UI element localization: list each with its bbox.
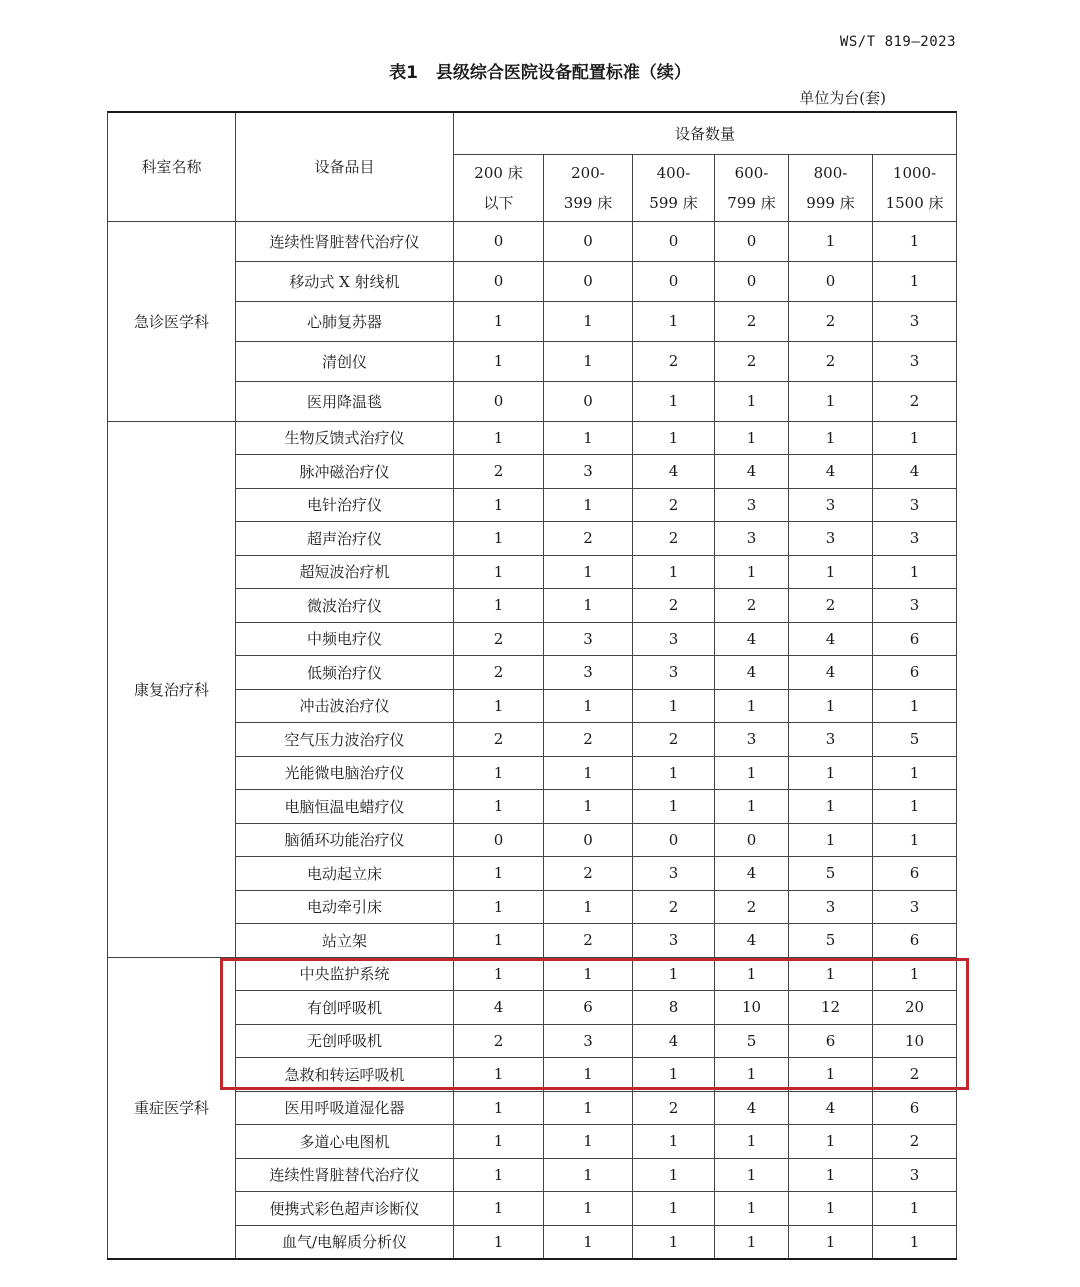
quantity-cell: 2: [715, 301, 789, 341]
quantity-cell: 0: [715, 823, 789, 857]
quantity-cell: 0: [454, 261, 544, 301]
quantity-cell: 3: [789, 890, 873, 924]
table-row: [108, 1225, 957, 1259]
quantity-cell: 4: [789, 622, 873, 656]
quantity-cell: 1: [454, 790, 544, 824]
quantity-cell: 1: [715, 1158, 789, 1192]
quantity-cell: 1: [715, 1058, 789, 1092]
quantity-cell: 6: [873, 622, 957, 656]
item-name-cell: 连续性肾脏替代治疗仪: [236, 1158, 454, 1192]
quantity-cell: 0: [454, 381, 544, 421]
item-name-cell: 光能微电脑治疗仪: [236, 756, 454, 790]
quantity-cell: 1: [715, 381, 789, 421]
quantity-cell: 4: [633, 455, 715, 489]
quantity-cell: 1: [454, 341, 544, 381]
item-name-cell: 超声治疗仪: [236, 522, 454, 556]
quantity-cell: 1: [544, 555, 633, 589]
quantity-cell: 1: [715, 957, 789, 991]
quantity-cell: 1: [454, 1225, 544, 1259]
quantity-cell: 2: [873, 1125, 957, 1159]
quantity-cell: 6: [873, 924, 957, 958]
quantity-cell: 1: [789, 790, 873, 824]
quantity-cell: 3: [544, 656, 633, 690]
quantity-cell: 2: [789, 341, 873, 381]
quantity-cell: 3: [873, 341, 957, 381]
quantity-cell: 0: [633, 823, 715, 857]
quantity-cell: 1: [454, 522, 544, 556]
table-row: [108, 890, 957, 924]
quantity-cell: 1: [454, 301, 544, 341]
quantity-cell: 1: [454, 1158, 544, 1192]
quantity-cell: 20: [873, 991, 957, 1025]
table-row: [108, 421, 957, 455]
unit-note: 单位为台(套): [799, 89, 886, 107]
quantity-cell: 3: [873, 890, 957, 924]
quantity-cell: 1: [633, 555, 715, 589]
quantity-cell: 4: [873, 455, 957, 489]
quantity-cell: 10: [873, 1024, 957, 1058]
quantity-cell: 5: [715, 1024, 789, 1058]
quantity-cell: 1: [789, 689, 873, 723]
quantity-cell: 0: [544, 381, 633, 421]
quantity-cell: 3: [633, 924, 715, 958]
quantity-cell: 1: [789, 756, 873, 790]
quantity-cell: 4: [789, 1091, 873, 1125]
item-name-cell: 微波治疗仪: [236, 589, 454, 623]
quantity-cell: 1: [633, 957, 715, 991]
item-name-cell: 多道心电图机: [236, 1125, 454, 1159]
quantity-cell: 1: [789, 1058, 873, 1092]
quantity-cell: 1: [715, 689, 789, 723]
table-row: [108, 1158, 957, 1192]
table-row: [108, 1091, 957, 1125]
table-body: [108, 221, 957, 1259]
quantity-cell: 6: [544, 991, 633, 1025]
quantity-cell: 1: [633, 689, 715, 723]
table-row: [108, 790, 957, 824]
table-row: [108, 301, 957, 341]
quantity-cell: 1: [633, 1225, 715, 1259]
quantity-cell: 2: [544, 924, 633, 958]
quantity-cell: 4: [715, 455, 789, 489]
item-name-cell: 中频电疗仪: [236, 622, 454, 656]
quantity-cell: 1: [633, 1158, 715, 1192]
item-name-cell: 急救和转运呼吸机: [236, 1058, 454, 1092]
item-name-cell: 电动起立床: [236, 857, 454, 891]
quantity-cell: 1: [544, 1058, 633, 1092]
quantity-cell: 2: [633, 488, 715, 522]
quantity-cell: 3: [873, 488, 957, 522]
item-name-cell: 心肺复苏器: [236, 301, 454, 341]
quantity-cell: 1: [544, 341, 633, 381]
quantity-cell: 5: [789, 857, 873, 891]
quantity-cell: 2: [454, 723, 544, 757]
table-row: [108, 1024, 957, 1058]
quantity-cell: 3: [789, 522, 873, 556]
quantity-cell: 1: [789, 421, 873, 455]
quantity-cell: 1: [633, 381, 715, 421]
table-row: [108, 555, 957, 589]
quantity-cell: 1: [544, 1192, 633, 1226]
quantity-cell: 1: [633, 421, 715, 455]
quantity-cell: 1: [544, 957, 633, 991]
quantity-cell: 3: [873, 301, 957, 341]
quantity-cell: 1: [633, 1192, 715, 1226]
quantity-cell: 3: [633, 656, 715, 690]
dept-name-cell: 重症医学科: [108, 957, 236, 1259]
quantity-cell: 0: [454, 221, 544, 261]
quantity-cell: 0: [454, 823, 544, 857]
quantity-cell: 1: [873, 261, 957, 301]
bed-range-header: 200 床 以下: [454, 154, 544, 221]
table-row: [108, 957, 957, 991]
quantity-cell: 0: [715, 261, 789, 301]
quantity-cell: 0: [633, 261, 715, 301]
item-name-cell: 医用呼吸道湿化器: [236, 1091, 454, 1125]
item-name-cell: 生物反馈式治疗仪: [236, 421, 454, 455]
item-name-cell: 移动式 X 射线机: [236, 261, 454, 301]
bed-range-header: 800- 999 床: [789, 154, 873, 221]
header-row-1: [108, 112, 957, 154]
quantity-cell: 1: [633, 301, 715, 341]
table-row: [108, 991, 957, 1025]
quantity-cell: 4: [633, 1024, 715, 1058]
quantity-cell: 2: [715, 890, 789, 924]
quantity-cell: 4: [715, 857, 789, 891]
table-row: [108, 455, 957, 489]
quantity-cell: 2: [454, 622, 544, 656]
item-name-cell: 医用降温毯: [236, 381, 454, 421]
quantity-cell: 1: [715, 1225, 789, 1259]
table-row: [108, 857, 957, 891]
quantity-cell: 4: [715, 1091, 789, 1125]
quantity-cell: 1: [873, 756, 957, 790]
item-name-cell: 低频治疗仪: [236, 656, 454, 690]
quantity-cell: 2: [873, 1058, 957, 1092]
equipment-table: [107, 111, 957, 1260]
item-name-cell: 空气压力波治疗仪: [236, 723, 454, 757]
table-row: [108, 1192, 957, 1226]
dept-column-header: 科室名称: [108, 112, 236, 221]
quantity-cell: 1: [789, 1192, 873, 1226]
quantity-cell: 2: [454, 455, 544, 489]
table-title: 县级综合医院设备配置标准（续）: [435, 63, 691, 83]
quantity-cell: 4: [715, 924, 789, 958]
quantity-group-header: 设备数量: [454, 112, 957, 154]
quantity-cell: 2: [544, 723, 633, 757]
table-row: [108, 756, 957, 790]
quantity-cell: 4: [715, 622, 789, 656]
quantity-cell: 3: [789, 488, 873, 522]
quantity-cell: 0: [544, 261, 633, 301]
quantity-cell: 1: [715, 421, 789, 455]
table-row: [108, 823, 957, 857]
quantity-cell: 1: [454, 756, 544, 790]
item-name-cell: 连续性肾脏替代治疗仪: [236, 221, 454, 261]
quantity-cell: 1: [633, 756, 715, 790]
quantity-cell: 5: [789, 924, 873, 958]
quantity-cell: 1: [454, 957, 544, 991]
quantity-cell: 3: [873, 589, 957, 623]
item-name-cell: 有创呼吸机: [236, 991, 454, 1025]
quantity-cell: 0: [633, 221, 715, 261]
quantity-cell: 2: [633, 589, 715, 623]
quantity-cell: 5: [873, 723, 957, 757]
quantity-cell: 1: [633, 1125, 715, 1159]
table-row: [108, 488, 957, 522]
quantity-cell: 1: [789, 1225, 873, 1259]
quantity-cell: 1: [715, 790, 789, 824]
quantity-cell: 1: [544, 1225, 633, 1259]
quantity-cell: 3: [544, 1024, 633, 1058]
quantity-cell: 3: [544, 455, 633, 489]
quantity-cell: 1: [789, 1158, 873, 1192]
quantity-cell: 1: [873, 1225, 957, 1259]
quantity-cell: 1: [873, 555, 957, 589]
quantity-cell: 3: [715, 723, 789, 757]
quantity-cell: 1: [715, 1125, 789, 1159]
quantity-cell: 1: [544, 1158, 633, 1192]
item-name-cell: 电针治疗仪: [236, 488, 454, 522]
quantity-cell: 2: [544, 522, 633, 556]
table-row: [108, 589, 957, 623]
table-row: [108, 1125, 957, 1159]
quantity-cell: 1: [544, 1125, 633, 1159]
quantity-cell: 1: [789, 381, 873, 421]
item-column-header: 设备品目: [236, 112, 454, 221]
quantity-cell: 2: [873, 381, 957, 421]
dept-name-cell: 急诊医学科: [108, 221, 236, 421]
quantity-cell: 1: [454, 1058, 544, 1092]
quantity-cell: 2: [789, 589, 873, 623]
quantity-cell: 1: [873, 957, 957, 991]
quantity-cell: 1: [454, 689, 544, 723]
item-name-cell: 冲击波治疗仪: [236, 689, 454, 723]
bed-range-header: 200- 399 床: [544, 154, 633, 221]
table-row: [108, 723, 957, 757]
quantity-cell: 4: [789, 656, 873, 690]
quantity-cell: 1: [544, 589, 633, 623]
quantity-cell: 0: [715, 221, 789, 261]
quantity-cell: 2: [715, 589, 789, 623]
standard-code: WS/T 819—2023: [839, 34, 956, 50]
quantity-cell: 3: [633, 622, 715, 656]
quantity-cell: 3: [873, 1158, 957, 1192]
quantity-cell: 1: [873, 689, 957, 723]
quantity-cell: 6: [873, 1091, 957, 1125]
table-caption: [0, 58, 1080, 83]
quantity-cell: 3: [715, 488, 789, 522]
quantity-cell: 1: [544, 689, 633, 723]
table-row: [108, 656, 957, 690]
quantity-cell: 1: [633, 1058, 715, 1092]
quantity-cell: 3: [544, 622, 633, 656]
quantity-cell: 1: [873, 823, 957, 857]
quantity-cell: 6: [873, 857, 957, 891]
quantity-cell: 1: [454, 924, 544, 958]
item-name-cell: 无创呼吸机: [236, 1024, 454, 1058]
quantity-cell: 2: [633, 890, 715, 924]
quantity-cell: 2: [715, 341, 789, 381]
quantity-cell: 1: [873, 1192, 957, 1226]
quantity-cell: 1: [454, 421, 544, 455]
quantity-cell: 2: [454, 656, 544, 690]
quantity-cell: 2: [633, 522, 715, 556]
item-name-cell: 超短波治疗机: [236, 555, 454, 589]
dept-name-cell: 康复治疗科: [108, 421, 236, 957]
quantity-cell: 1: [789, 555, 873, 589]
quantity-cell: 2: [633, 341, 715, 381]
quantity-cell: 2: [633, 723, 715, 757]
quantity-cell: 4: [789, 455, 873, 489]
quantity-cell: 4: [715, 656, 789, 690]
quantity-cell: 1: [454, 589, 544, 623]
table-row: [108, 221, 957, 261]
table-row: [108, 622, 957, 656]
table-row: [108, 689, 957, 723]
quantity-cell: 1: [544, 756, 633, 790]
quantity-cell: 1: [544, 488, 633, 522]
item-name-cell: 电动牵引床: [236, 890, 454, 924]
quantity-cell: 1: [873, 221, 957, 261]
quantity-cell: 1: [544, 301, 633, 341]
item-name-cell: 清创仪: [236, 341, 454, 381]
quantity-cell: 1: [454, 857, 544, 891]
quantity-cell: 1: [715, 1192, 789, 1226]
quantity-cell: 10: [715, 991, 789, 1025]
bed-range-header: 400- 599 床: [633, 154, 715, 221]
quantity-cell: 2: [633, 1091, 715, 1125]
table-label: 表1: [389, 63, 418, 83]
table-row: [108, 381, 957, 421]
table-row: [108, 341, 957, 381]
quantity-cell: 1: [789, 221, 873, 261]
quantity-cell: 1: [789, 1125, 873, 1159]
quantity-cell: 3: [873, 522, 957, 556]
quantity-cell: 0: [789, 261, 873, 301]
quantity-cell: 1: [454, 1192, 544, 1226]
quantity-cell: 1: [544, 421, 633, 455]
quantity-cell: 0: [544, 823, 633, 857]
quantity-cell: 1: [873, 421, 957, 455]
item-name-cell: 便携式彩色超声诊断仪: [236, 1192, 454, 1226]
bed-range-header: 600- 799 床: [715, 154, 789, 221]
quantity-cell: 1: [454, 1125, 544, 1159]
quantity-cell: 2: [789, 301, 873, 341]
quantity-cell: 2: [544, 857, 633, 891]
quantity-cell: 1: [454, 1091, 544, 1125]
quantity-cell: 1: [789, 823, 873, 857]
quantity-cell: 12: [789, 991, 873, 1025]
item-name-cell: 中央监护系统: [236, 957, 454, 991]
quantity-cell: 1: [454, 488, 544, 522]
table-row: [108, 1058, 957, 1092]
quantity-cell: 1: [454, 555, 544, 589]
quantity-cell: 1: [544, 790, 633, 824]
quantity-cell: 6: [873, 656, 957, 690]
quantity-cell: 3: [715, 522, 789, 556]
quantity-cell: 1: [633, 790, 715, 824]
quantity-cell: 0: [544, 221, 633, 261]
quantity-cell: 2: [454, 1024, 544, 1058]
quantity-cell: 3: [789, 723, 873, 757]
quantity-cell: 1: [789, 957, 873, 991]
quantity-cell: 4: [454, 991, 544, 1025]
quantity-cell: 1: [715, 555, 789, 589]
table-row: [108, 261, 957, 301]
item-name-cell: 血气/电解质分析仪: [236, 1225, 454, 1259]
quantity-cell: 8: [633, 991, 715, 1025]
table-row: [108, 522, 957, 556]
quantity-cell: 6: [789, 1024, 873, 1058]
quantity-cell: 1: [544, 890, 633, 924]
quantity-cell: 1: [454, 890, 544, 924]
item-name-cell: 脑循环功能治疗仪: [236, 823, 454, 857]
quantity-cell: 1: [873, 790, 957, 824]
quantity-cell: 3: [633, 857, 715, 891]
item-name-cell: 站立架: [236, 924, 454, 958]
item-name-cell: 电脑恒温电蜡疗仪: [236, 790, 454, 824]
item-name-cell: 脉冲磁治疗仪: [236, 455, 454, 489]
quantity-cell: 1: [715, 756, 789, 790]
bed-range-header: 1000- 1500 床: [873, 154, 957, 221]
table-row: [108, 924, 957, 958]
quantity-cell: 1: [544, 1091, 633, 1125]
